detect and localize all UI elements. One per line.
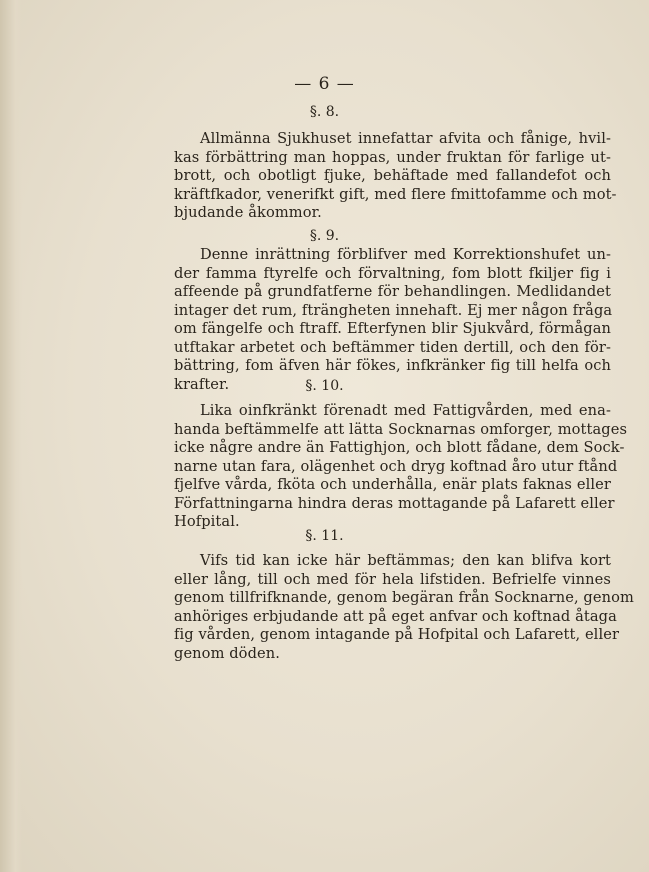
text-line: bättring, fom äfven här fökes, infkränker fig till helfa och: [174, 357, 611, 374]
page-number: — 6 —: [294, 74, 355, 94]
text-line: genom tillfrifknande, genom begäran från Socknarne, genom: [174, 589, 634, 606]
text-line: der famma ftyrelfe och förvaltning, fom blott fkiljer fig i: [174, 264, 611, 282]
text-line: eller lång, till och med för hela lifstiden. Befrielfe vinnes: [174, 570, 611, 588]
text-line: handa beftämmelfe att lätta Socknarnas omforger, mottages: [174, 420, 628, 438]
text-line: fig vården, genom intagande på Hofpital och Lafarett, eller: [174, 626, 620, 643]
text-line: Allmänna Sjukhuset innefattar afvita och fånige, hvil-: [200, 130, 611, 147]
section-heading-11: §. 11.: [305, 528, 344, 544]
section-8-paragraph: [174, 130, 617, 223]
page-binding-edge: [0, 0, 22, 872]
section-heading-10: §. 10.: [305, 378, 344, 394]
text-line: Denne inrättning förblifver med Korrektionshufet un-: [200, 246, 611, 263]
text-line: kräftfkador, venerifkt gift, med flere fmittofamme och mot-: [174, 185, 617, 203]
text-line: om fängelfe och ftraff. Efterfynen blir Sjukvård, förmågan: [174, 320, 611, 337]
text-line: Författningarna hindra deras mottagande på Lafarett eller: [174, 494, 615, 512]
text-line: fjelfve vårda, fköta och underhålla, enär plats faknas eller: [174, 476, 611, 493]
text-line: utftakar arbetet och beftämmer tiden dertill, och den för-: [174, 338, 611, 356]
text-line: bjudande åkommor.: [174, 204, 322, 221]
text-line: Vifs tid kan icke här beftämmas; den kan blifva kort: [200, 552, 611, 569]
section-heading-9: §. 9.: [309, 228, 340, 244]
section-heading-8: §. 8.: [309, 104, 340, 120]
text-line: krafter.: [174, 375, 230, 393]
text-line: brott, och obotligt fjuke, behäftade med fallandefot och: [174, 167, 611, 184]
section-9-paragraph: [174, 246, 611, 394]
section-11-paragraph: [174, 552, 634, 663]
text-line: narne utan fara, olägenhet och dryg koftnad åro utur ftånd: [174, 457, 618, 475]
text-line: Lika oinfkränkt förenadt med Fattigvården, med ena-: [200, 402, 611, 419]
text-line: genom döden.: [174, 644, 280, 662]
text-line: icke någre andre än Fattighjon, och blott fådane, dem Sock-: [174, 439, 625, 456]
text-line: anhöriges erbjudande att på eget anfvar och koftnad åtaga: [174, 607, 617, 625]
text-line: intager det rum, fträngheten innehaft. Ej mer någon fråga: [174, 301, 613, 319]
text-line: kas förbättring man hoppas, under fruktan för farlige ut-: [174, 148, 611, 166]
text-line: Hofpital.: [174, 513, 240, 530]
section-10-paragraph: [174, 402, 628, 532]
text-line: affeende på grundfatferne för behandlingen. Medlidandet: [174, 283, 611, 300]
